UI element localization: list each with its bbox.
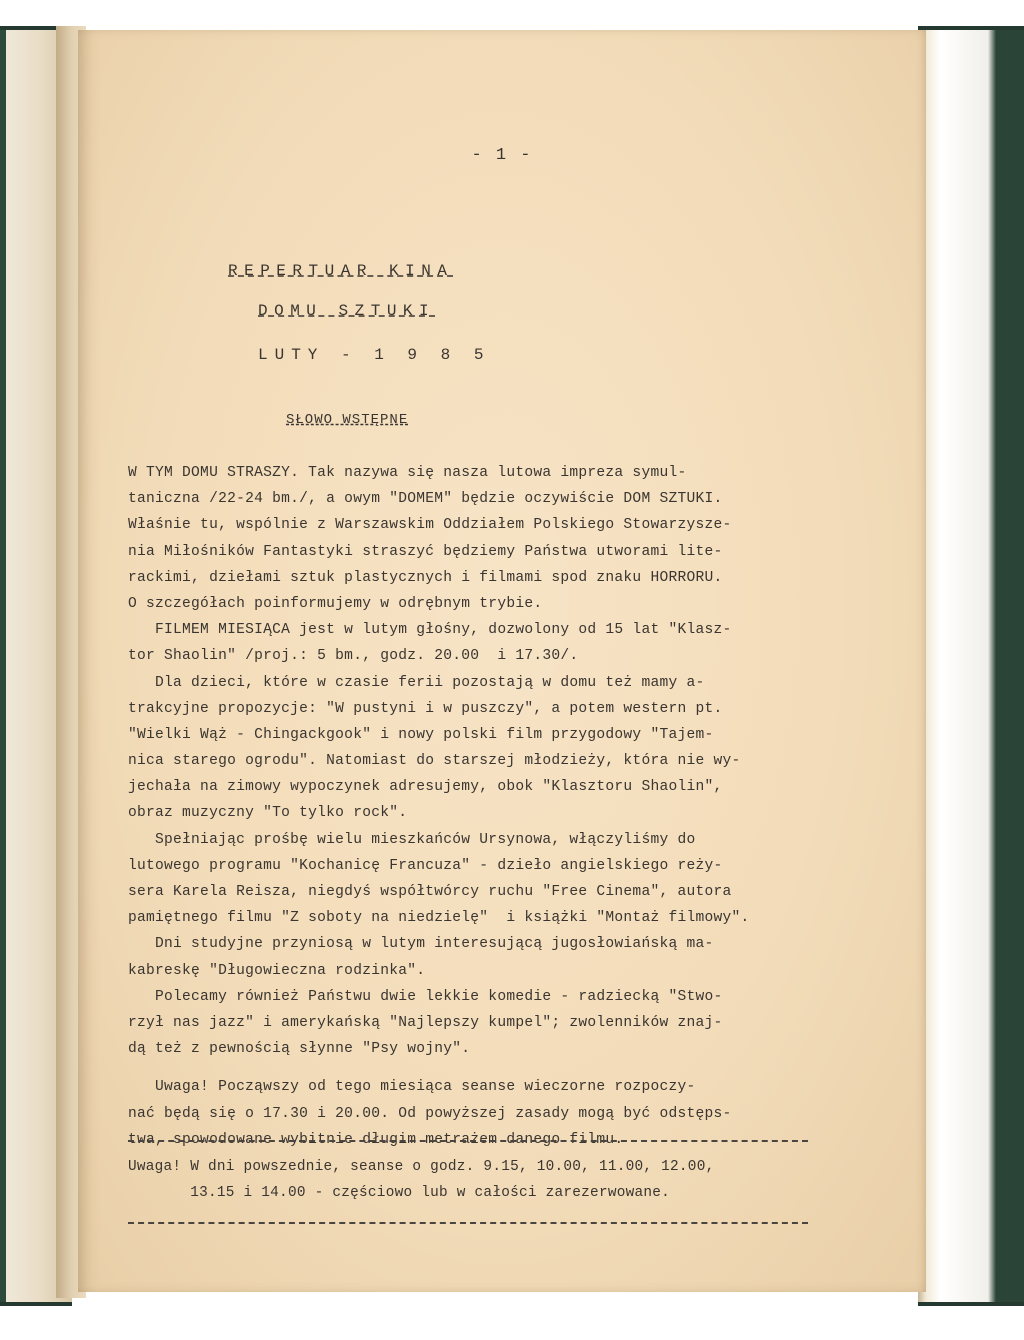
book-cover-right	[918, 26, 1024, 1306]
text-line: lutowego programu "Kochanicę Francuza" - dzieło angielskiego reży-	[128, 857, 723, 874]
dashed-rule-bottom	[128, 1222, 808, 1224]
paragraph-reisz	[128, 827, 898, 932]
paragraph-studio-days	[128, 931, 898, 983]
text-line: pamiętnego filmu "Z soboty na niedzielę" i książki "Montaż filmowy".	[128, 910, 750, 927]
text-line: O szczegółach poinformujemy w odrębnym trybie.	[128, 595, 543, 612]
text-line: Uwaga! Począwszy od tego miesiąca seanse wieczorne rozpoczy-	[128, 1079, 696, 1096]
text-line: tor Shaolin" /proj.: 5 bm., godz. 20.00 i 17.30/.	[128, 648, 579, 665]
text-line: Spełniając prośbę wielu mieszkańców Ursynowa, włączyliśmy do	[128, 831, 696, 848]
text-line: FILMEM MIESIĄCA jest w lutym głośny, dozwolony od 15 lat "Klasz-	[128, 622, 732, 639]
paragraph-intro	[128, 460, 898, 617]
title-domu-sztuki: DOMU SZTUKI	[258, 302, 436, 320]
text-line: kabreskę "Długowieczna rodzinka".	[128, 962, 426, 979]
notice-line: 13.15 i 14.00 - częściowo lub w całości zarezerwowane.	[128, 1185, 671, 1202]
text-line: dą też z pewnością słynne "Psy wojny".	[128, 1041, 471, 1058]
paragraph-gap	[128, 1062, 898, 1074]
text-line: W TYM DOMU STRASZY. Tak nazywa się nasza lutowa impreza symul-	[128, 465, 687, 481]
title-date: LUTY - 1 9 8 5	[258, 346, 491, 364]
body-text	[128, 460, 898, 1153]
text-line: Właśnie tu, wspólnie z Warszawskim Oddziałem Polskiego Stowarzysze-	[128, 517, 732, 534]
notice-line: Uwaga! W dni powszednie, seanse o godz. 9.15, 10.00, 11.00, 12.00,	[128, 1159, 715, 1175]
paragraph-children	[128, 670, 898, 827]
paragraph-comedies	[128, 984, 898, 1063]
text-line: rzył nas jazz" i amerykańską "Najlepszy kumpel"; zwolenników znaj-	[128, 1014, 723, 1031]
text-line: taniczna /22-24 bm./, a owym "DOMEM" będzie oczywiście DOM SZTUKI.	[128, 491, 723, 508]
text-line: obraz muzyczny "To tylko rock".	[128, 805, 408, 822]
text-line: nia Miłośników Fantastyki straszyć będziemy Państwa utworami lite-	[128, 543, 723, 560]
text-line: Dni studyjne przyniosą w lutym interesującą jugosłowiańską ma-	[128, 936, 714, 953]
dashed-rule-top	[128, 1140, 808, 1142]
text-line: sera Karela Reisza, niegdyś współtwórcy ruchu "Free Cinema", autora	[128, 884, 732, 900]
notice-box	[128, 1154, 848, 1206]
text-line: Polecamy również Państwu dwie lekkie komedie - radziecką "Stwo-	[128, 988, 723, 1005]
text-line: nać będą się o 17.30 i 20.00. Od powyższej zasady mogą być odstęps-	[128, 1105, 732, 1122]
text-line: Dla dzieci, które w czasie ferii pozostają w domu też mamy a-	[128, 674, 705, 691]
title-repertuar-kina: REPERTUAR KINA	[228, 262, 454, 280]
text-line: nica starego ogrodu". Natomiast do starszej młodzieży, która nie wy-	[128, 753, 741, 770]
text-line: rackimi, dziełami sztuk plastycznych i filmami spod znaku HORRORU.	[128, 569, 723, 586]
page-number: - 1 -	[471, 146, 533, 165]
typed-page	[78, 30, 926, 1292]
paragraph-film-of-month	[128, 617, 898, 669]
section-heading: SŁOWO WSTĘPNE	[286, 412, 409, 428]
text-line: "Wielki Wąż - Chingackgook" i nowy polski film przygodowy "Tajem-	[128, 726, 714, 743]
text-line: twa, spowodowane wybitnie długim metrażem danego filmu.	[128, 1131, 624, 1148]
text-line: trakcyjne propozycje: "W pustyni i w puszczy", a potem western pt.	[128, 700, 723, 717]
text-line: jechała na zimowy wypoczynek adresujemy, obok "Klasztoru Shaolin",	[128, 779, 723, 796]
